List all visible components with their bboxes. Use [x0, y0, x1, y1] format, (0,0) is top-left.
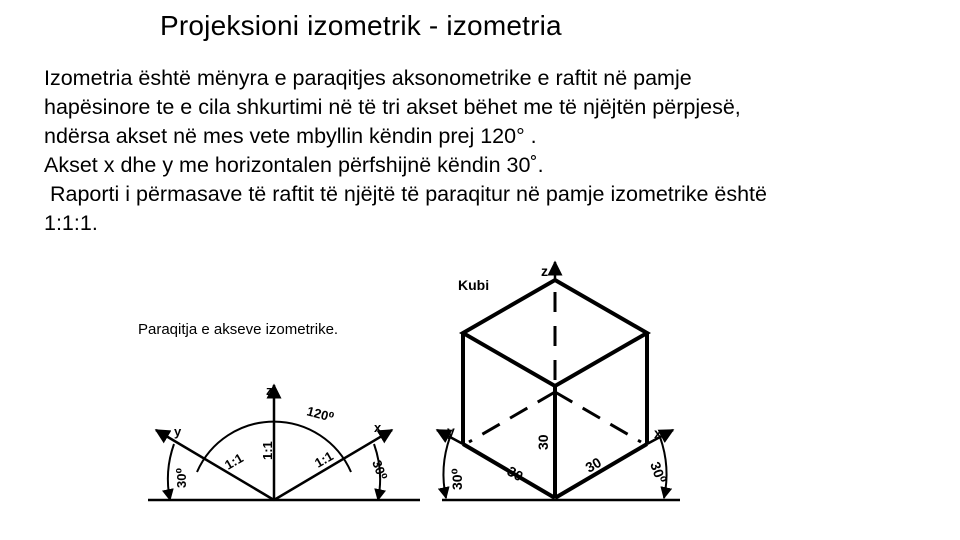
cube-axis-z-label: z [541, 263, 548, 279]
paragraph-line: Akset x dhe y me horizontalen përfshijnë këndin 30˚. [44, 153, 544, 177]
figure-caption: Paraqitja e akseve izometrike. [138, 321, 339, 338]
paragraph-line: 1:1:1. [44, 211, 98, 235]
angle-30-left-label: 30⁰ [174, 467, 189, 488]
cube-angle-30-right: 30⁰ [647, 459, 670, 486]
ratio-label-mid: 1:1 [260, 441, 275, 460]
cube-dim-left: 30 [504, 462, 526, 485]
angle-30-right-label: 30⁰ [369, 457, 391, 482]
axis-z-label: z [266, 383, 273, 398]
cube-angle-30-left: 30⁰ [449, 468, 465, 490]
cube-hidden-right [555, 392, 641, 442]
axis-x-label: x [374, 420, 382, 435]
ratio-label-right: 1:1 [312, 448, 336, 471]
paragraph-line: Raporti i përmasave të raftit të njëjtë të paraqitur në pamje izometrike është [44, 182, 767, 206]
cube-axis-y-label: y [447, 423, 455, 439]
cube-bottom-right [555, 444, 647, 498]
axis-y-label: y [174, 424, 182, 439]
cube-title: Kubi [458, 277, 490, 293]
angle-120-label: 120⁰ [305, 403, 336, 425]
cube-axis-x-label: x [654, 425, 662, 441]
cube-dim-vertical: 30 [535, 434, 551, 450]
axis-y [156, 430, 274, 500]
cube-figure [442, 280, 680, 500]
paragraph-line: Izometria është mënyra e paraqitjes aksonometrike e raftit në pamje [44, 66, 692, 90]
paragraph-line: hapësinore te e cila shkurtimi në të tri akset bëhet me të njëjtën përpjesë, [44, 95, 741, 119]
slide-title: Projeksioni izometrik - izometria [160, 10, 562, 41]
ratio-label-left: 1:1 [222, 450, 246, 473]
paragraph-line: ndërsa akset në mes vete mbyllin këndin prej 120° . [44, 124, 537, 148]
cube-dim-right: 30 [582, 453, 604, 476]
